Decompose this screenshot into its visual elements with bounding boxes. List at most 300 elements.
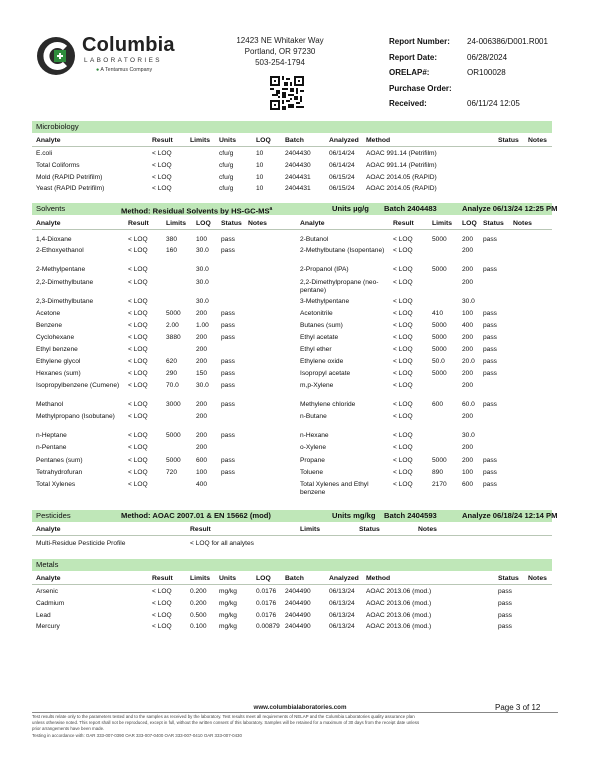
limits-value: 3000 xyxy=(166,401,181,408)
loq-value: 30.0 xyxy=(462,432,475,439)
units-value: cfu/g xyxy=(219,173,234,181)
method-name: AOAC 2014.05 (RAPID) xyxy=(366,173,437,181)
table-row xyxy=(0,266,600,276)
col-analyte: Analyte xyxy=(36,137,61,144)
loq-value: 200 xyxy=(462,382,474,389)
table-row xyxy=(0,310,600,320)
analyte-name: m,p-Xylene xyxy=(300,382,334,389)
result-value: < LOQ xyxy=(393,401,413,408)
limits-value: 0.200 xyxy=(190,588,207,595)
loq-value: 200 xyxy=(196,413,208,420)
col-notes: Notes xyxy=(528,575,547,582)
col-limits: Limits xyxy=(300,526,321,533)
report-number-value: 24-006386/D001.R001 xyxy=(467,37,548,46)
col-notes: Notes xyxy=(248,220,267,227)
table-row xyxy=(0,162,600,172)
analyte-name: Total Xylenes and Ethyl benzene xyxy=(300,481,369,496)
divider xyxy=(32,146,552,147)
result-value: < LOQ xyxy=(152,599,172,607)
status-badge: pass xyxy=(483,322,497,329)
col-notes: Notes xyxy=(418,526,437,533)
col-analyte-2: Analyte xyxy=(300,220,325,227)
divider xyxy=(32,584,552,585)
table-row xyxy=(0,612,600,622)
col-loq: LOQ xyxy=(196,220,211,227)
report-number-label: Report Number: xyxy=(389,37,450,46)
limits-value: 50.0 xyxy=(432,358,445,365)
pesticides-section-bar xyxy=(32,510,558,522)
limits-value: 5000 xyxy=(166,432,181,439)
result-value: < LOQ xyxy=(393,279,413,286)
table-row xyxy=(0,401,600,411)
pesticides-batch: Batch 2404593 xyxy=(384,511,437,520)
microbiology-section-bar xyxy=(32,121,552,133)
loq-value: 30.0 xyxy=(196,382,209,389)
loq-value: 200 xyxy=(462,370,474,377)
solvents-batch: Batch 2404483 xyxy=(384,204,437,213)
analyzed-date: 06/15/24 xyxy=(329,185,355,193)
loq-value: 200 xyxy=(196,401,208,408)
loq-value: 200 xyxy=(196,444,208,451)
result-value: < LOQ xyxy=(128,457,148,464)
table-row xyxy=(0,322,600,332)
limits-value: 5000 xyxy=(432,334,447,341)
analyte-name: Benzene xyxy=(36,322,63,329)
method-name: AOAC 991.14 (Petrifilm) xyxy=(366,150,437,157)
units-value: mg/kg xyxy=(219,599,237,607)
result-value: < LOQ xyxy=(128,334,148,341)
result-value: < LOQ xyxy=(393,247,413,254)
col-result: Result xyxy=(152,575,173,582)
result-value: < LOQ xyxy=(128,481,148,488)
analyte-name: o-Xylene xyxy=(300,444,327,451)
loq-value: 0.0176 xyxy=(256,611,277,619)
qr-code-icon xyxy=(270,76,304,110)
result-value: < LOQ xyxy=(393,481,413,488)
result-value: < LOQ xyxy=(128,432,148,439)
solvents-method-text: Method: Residual Solvents by HS-GC-MS xyxy=(121,206,270,216)
result-value: < LOQ xyxy=(152,150,172,157)
limits-value: 5000 xyxy=(166,310,181,317)
loq-value: 100 xyxy=(196,469,208,476)
status-badge: pass xyxy=(483,469,497,476)
result-value: < LOQ xyxy=(393,310,413,317)
loq-value: 0.0176 xyxy=(256,599,277,607)
status-badge: pass xyxy=(221,358,235,365)
loq-value: 0.00879 xyxy=(256,623,280,631)
col-limits: Limits xyxy=(190,137,211,144)
analyte-name: 2-Methylpentane xyxy=(36,266,86,273)
analyte-name: 2-Butanol xyxy=(300,236,329,243)
loq-value: 200 xyxy=(462,266,474,273)
col-result-2: Result xyxy=(393,220,414,227)
result-value: < LOQ xyxy=(152,623,172,631)
result-value: < LOQ xyxy=(128,310,148,317)
status-badge: pass xyxy=(498,623,512,631)
solvents-method-note: a xyxy=(269,206,273,212)
result-value: < LOQ xyxy=(393,266,413,273)
limits-value: 0.500 xyxy=(190,611,207,619)
result-value: < LOQ xyxy=(393,413,413,420)
analyte-name: Ethylene oxide xyxy=(300,358,344,365)
limits-value: 5000 xyxy=(166,457,181,464)
result-value: < LOQ xyxy=(128,444,148,451)
result-value: < LOQ xyxy=(128,346,148,353)
table-row xyxy=(0,432,600,442)
batch-value: 2404431 xyxy=(285,173,311,181)
limits-value: 5000 xyxy=(432,370,447,377)
analyte-name: Cadmium xyxy=(36,599,65,607)
analyte-name: Ethyl acetate xyxy=(300,334,339,341)
analyte-name: Mercury xyxy=(36,623,60,631)
limits-value: 3880 xyxy=(166,334,181,341)
loq-value: 1.00 xyxy=(196,322,209,329)
status-badge: pass xyxy=(483,310,497,317)
result-value: < LOQ for all analytes xyxy=(190,540,254,547)
pesticides-analyzed: Analyze 06/18/24 12:14 PM xyxy=(462,511,558,520)
status-badge: pass xyxy=(483,236,497,243)
result-value: < LOQ xyxy=(393,358,413,365)
analyte-name: Hexanes (sum) xyxy=(36,370,81,377)
loq-value: 200 xyxy=(462,279,474,286)
status-badge: pass xyxy=(483,401,497,408)
page-number: Page 3 of 12 xyxy=(495,703,541,712)
orelap-label: ORELAP#: xyxy=(389,68,430,77)
analyte-name: E.coli xyxy=(36,150,53,157)
analyte-name: Methanol xyxy=(36,401,64,408)
batch-value: 2404431 xyxy=(285,185,311,193)
status-badge: pass xyxy=(483,370,497,377)
divider xyxy=(32,535,552,536)
brand-name: Columbia xyxy=(82,34,175,56)
result-value: < LOQ xyxy=(393,469,413,476)
result-value: < LOQ xyxy=(128,247,148,254)
tentamus-icon: ● xyxy=(96,67,100,73)
loq-value: 200 xyxy=(196,346,208,353)
result-value: < LOQ xyxy=(128,266,148,273)
limits-value: 5000 xyxy=(432,457,447,464)
result-value: < LOQ xyxy=(128,298,148,305)
table-row xyxy=(0,481,600,496)
col-status-2: Status xyxy=(483,220,504,227)
limits-value: 2170 xyxy=(432,481,447,488)
analyte-name: Ethyl benzene xyxy=(36,346,78,353)
loq-value: 30.0 xyxy=(196,279,209,286)
table-row xyxy=(0,457,600,467)
loq-value: 200 xyxy=(462,346,474,353)
analyte-name: Methylpropano (Isobutane) xyxy=(36,413,115,420)
status-badge: pass xyxy=(483,346,497,353)
table-row xyxy=(0,185,600,195)
result-value: < LOQ xyxy=(393,322,413,329)
limits-value: 890 xyxy=(432,469,444,476)
purchase-order-label: Purchase Order: xyxy=(389,84,452,93)
status-badge: pass xyxy=(221,457,235,464)
loq-value: 600 xyxy=(196,457,208,464)
loq-value: 10 xyxy=(256,185,264,193)
analyte-name: Mold (RAPID Petrifilm) xyxy=(36,173,103,181)
table-row xyxy=(0,444,600,454)
analyzed-date: 06/15/24 xyxy=(329,173,355,181)
analyzed-date: 06/13/24 xyxy=(329,611,355,619)
address-line-3: 503-254-1794 xyxy=(255,58,305,67)
col-status: Status xyxy=(498,575,519,582)
analyzed-date: 06/13/24 xyxy=(329,588,355,595)
result-value: < LOQ xyxy=(393,370,413,377)
analyzed-date: 06/14/24 xyxy=(329,150,355,157)
col-analyte: Analyte xyxy=(36,526,61,533)
analyte-name: Acetone xyxy=(36,310,61,317)
status-badge: pass xyxy=(221,310,235,317)
loq-value: 30.0 xyxy=(462,298,475,305)
result-value: < LOQ xyxy=(393,444,413,451)
batch-value: 2404430 xyxy=(285,161,311,169)
limits-value: 5000 xyxy=(432,236,447,243)
table-row xyxy=(0,623,600,633)
analyte-name: Pentanes (sum) xyxy=(36,457,83,464)
analyte-name: 1,4-Dioxane xyxy=(36,236,72,243)
loq-value: 0.0176 xyxy=(256,588,277,595)
loq-value: 200 xyxy=(196,358,208,365)
status-badge: pass xyxy=(221,236,235,243)
result-value: < LOQ xyxy=(128,236,148,243)
analyte-name: Butanes (sum) xyxy=(300,322,343,329)
status-badge: pass xyxy=(498,588,512,595)
loq-value: 10 xyxy=(256,161,264,169)
method-name: AOAC 2014.05 (RAPID) xyxy=(366,185,437,193)
result-value: < LOQ xyxy=(393,457,413,464)
result-value: < LOQ xyxy=(152,185,172,193)
status-badge: pass xyxy=(221,469,235,476)
loq-value: 400 xyxy=(462,322,474,329)
solvents-method xyxy=(121,204,272,217)
batch-value: 2404490 xyxy=(285,588,311,595)
table-row xyxy=(0,469,600,479)
analyte-name: n-Heptane xyxy=(36,432,67,439)
divider xyxy=(32,229,552,230)
limits-value: 0.100 xyxy=(190,623,207,631)
analyzed-date: 06/13/24 xyxy=(329,599,355,607)
limits-value: 2.00 xyxy=(166,322,179,329)
analyte-name: n-Pentane xyxy=(36,444,67,451)
analyte-name: Total Coliforms xyxy=(36,161,80,169)
limits-value: 5000 xyxy=(432,322,447,329)
microbiology-title: Microbiology xyxy=(36,122,79,131)
col-loq-2: LOQ xyxy=(462,220,477,227)
loq-value: 100 xyxy=(462,469,474,476)
analyte-name: Cyclohexane xyxy=(36,334,75,341)
analyte-name: 2,3-Dimethylbutane xyxy=(36,298,94,305)
solvents-title: Solvents xyxy=(36,204,66,213)
analyte-name: Tetrahydrofuran xyxy=(36,469,83,476)
table-row xyxy=(0,150,600,160)
loq-value: 600 xyxy=(462,481,474,488)
table-row xyxy=(0,413,600,423)
analyte-name: Acetonitrile xyxy=(300,310,333,317)
address-line-2: Portland, OR 97230 xyxy=(244,47,316,56)
units-value: mg/kg xyxy=(219,588,237,595)
loq-value: 10 xyxy=(256,150,264,157)
batch-value: 2404430 xyxy=(285,150,311,157)
col-status: Status xyxy=(221,220,242,227)
method-name: AOAC 2013.06 (mod.) xyxy=(366,623,432,631)
loq-value: 30.0 xyxy=(196,266,209,273)
table-row xyxy=(0,334,600,344)
address-line-1: 12423 NE Whitaker Way xyxy=(236,36,324,45)
col-result: Result xyxy=(128,220,149,227)
loq-value: 200 xyxy=(196,432,208,439)
status-badge: pass xyxy=(221,432,235,439)
result-value: < LOQ xyxy=(393,334,413,341)
loq-value: 200 xyxy=(196,310,208,317)
units-value: cfu/g xyxy=(219,161,234,169)
analyte-name: Multi-Residue Pesticide Profile xyxy=(36,540,126,547)
col-status: Status xyxy=(498,137,519,144)
table-row xyxy=(0,370,600,380)
analyte-name: Ethyl ether xyxy=(300,346,332,353)
limits-value: 600 xyxy=(432,401,444,408)
analyte-name: Total Xylenes xyxy=(36,481,76,488)
analyte-name: Propane xyxy=(300,457,325,464)
result-value: < LOQ xyxy=(152,161,172,169)
analyte-name: Lead xyxy=(36,611,51,619)
loq-value: 10 xyxy=(256,173,264,181)
loq-value: 400 xyxy=(196,481,208,488)
result-value: < LOQ xyxy=(393,298,413,305)
col-limits: Limits xyxy=(190,575,211,582)
received-value: 06/11/24 12:05 xyxy=(467,99,520,108)
col-result: Result xyxy=(190,526,211,533)
analyte-name: Isopropyl acetate xyxy=(300,370,351,377)
col-limits-2: Limits xyxy=(432,220,453,227)
table-row xyxy=(0,600,600,610)
col-loq: LOQ xyxy=(256,137,271,144)
loq-value: 30.0 xyxy=(196,298,209,305)
units-value: mg/kg xyxy=(219,611,237,619)
loq-value: 150 xyxy=(196,370,208,377)
analyte-name: Isopropylbenzene (Cumene) xyxy=(36,382,120,389)
table-row xyxy=(0,279,600,294)
table-row xyxy=(0,346,600,356)
analyzed-date: 06/13/24 xyxy=(329,623,355,631)
analyte-name: n-Butane xyxy=(300,413,327,420)
status-badge: pass xyxy=(221,322,235,329)
result-value: < LOQ xyxy=(128,401,148,408)
result-value: < LOQ xyxy=(128,322,148,329)
method-name: AOAC 991.14 (Petrifilm) xyxy=(366,161,437,169)
col-batch: Batch xyxy=(285,137,304,144)
status-badge: pass xyxy=(221,370,235,377)
result-value: < LOQ xyxy=(128,279,148,286)
col-status: Status xyxy=(359,526,380,533)
method-name: AOAC 2013.06 (mod.) xyxy=(366,588,432,595)
batch-value: 2404490 xyxy=(285,623,311,631)
col-analyte: Analyte xyxy=(36,575,61,582)
analyte-name: Arsenic xyxy=(36,588,58,595)
limits-value: 0.200 xyxy=(190,599,207,607)
brand-subtitle: LABORATORIES xyxy=(84,57,162,64)
footer-note-4: Testing in accordance with: OAR 333-007-0390 OAR 333-007-0400 OAR 333-007-0410 OAR 333-007-0430 xyxy=(32,733,242,738)
website-link[interactable]: www.columbialaboratories.com xyxy=(253,704,347,711)
status-badge: pass xyxy=(221,401,235,408)
pesticides-method: Method: AOAC 2007.01 & EN 15662 (mod) xyxy=(121,511,271,520)
col-analyzed: Analyzed xyxy=(329,575,359,582)
loq-value: 200 xyxy=(462,444,474,451)
limits-value: 410 xyxy=(432,310,444,317)
table-row xyxy=(0,247,600,257)
status-badge: pass xyxy=(483,266,497,273)
col-method: Method xyxy=(366,575,391,582)
footer-note-1: Test results relate only to the parameters tested and to the samples as received by the laboratory. Test results meet all requirements of NELAP and the Columbia Laboratories quality assurance plan xyxy=(32,714,415,719)
col-loq: LOQ xyxy=(256,575,271,582)
result-value: < LOQ xyxy=(128,469,148,476)
orelap-value: OR100028 xyxy=(467,68,506,77)
limits-value: 290 xyxy=(166,370,178,377)
col-notes-2: Notes xyxy=(513,220,532,227)
metals-section-bar xyxy=(32,559,552,571)
columbia-logo-icon xyxy=(36,36,76,76)
limits-value: 160 xyxy=(166,247,178,254)
solvents-analyzed: Analyze 06/13/24 12:25 PM xyxy=(462,204,558,213)
analyte-name: 3-Methylpentane xyxy=(300,298,350,305)
table-row xyxy=(0,588,600,598)
result-value: < LOQ xyxy=(128,358,148,365)
loq-value: 200 xyxy=(462,236,474,243)
col-analyzed: Analyzed xyxy=(329,137,359,144)
analyte-name: n-Hexane xyxy=(300,432,329,439)
metals-title: Metals xyxy=(36,560,59,569)
result-value: < LOQ xyxy=(152,173,172,181)
col-analyte: Analyte xyxy=(36,220,61,227)
loq-value: 200 xyxy=(462,413,474,420)
col-limits: Limits xyxy=(166,220,187,227)
report-date-value: 06/28/2024 xyxy=(467,53,508,62)
loq-value: 30.0 xyxy=(196,247,209,254)
result-value: < LOQ xyxy=(128,413,148,420)
loq-value: 200 xyxy=(462,457,474,464)
loq-value: 100 xyxy=(196,236,208,243)
analyte-name: 2,2-Dimethylpropane (neo-pentane) xyxy=(300,279,379,294)
batch-value: 2404490 xyxy=(285,611,311,619)
loq-value: 200 xyxy=(462,334,474,341)
result-value: < LOQ xyxy=(128,382,148,389)
units-value: cfu/g xyxy=(219,185,234,193)
status-badge: pass xyxy=(498,611,512,619)
loq-value: 200 xyxy=(196,334,208,341)
result-value: < LOQ xyxy=(393,432,413,439)
limits-value: 620 xyxy=(166,358,178,365)
col-batch: Batch xyxy=(285,575,304,582)
brand-tagline-text: A Tentamus Company xyxy=(100,67,153,73)
limits-value: 5000 xyxy=(432,346,447,353)
status-badge: pass xyxy=(483,358,497,365)
col-method: Method xyxy=(366,137,391,144)
method-name: AOAC 2013.06 (mod.) xyxy=(366,611,432,619)
analyte-name: 2-Methylbutane (Isopentane) xyxy=(300,247,385,254)
col-result: Result xyxy=(152,137,173,144)
received-label: Received: xyxy=(389,99,427,108)
units-value: mg/kg xyxy=(219,623,237,631)
method-name: AOAC 2013.06 (mod.) xyxy=(366,599,432,607)
status-badge: pass xyxy=(221,247,235,254)
report-date-label: Report Date: xyxy=(389,53,438,62)
analyte-name: Methylene chloride xyxy=(300,401,356,408)
result-value: < LOQ xyxy=(152,588,172,595)
result-value: < LOQ xyxy=(393,236,413,243)
limits-value: 5000 xyxy=(432,266,447,273)
loq-value: 200 xyxy=(462,247,474,254)
brand-tagline xyxy=(96,67,152,73)
